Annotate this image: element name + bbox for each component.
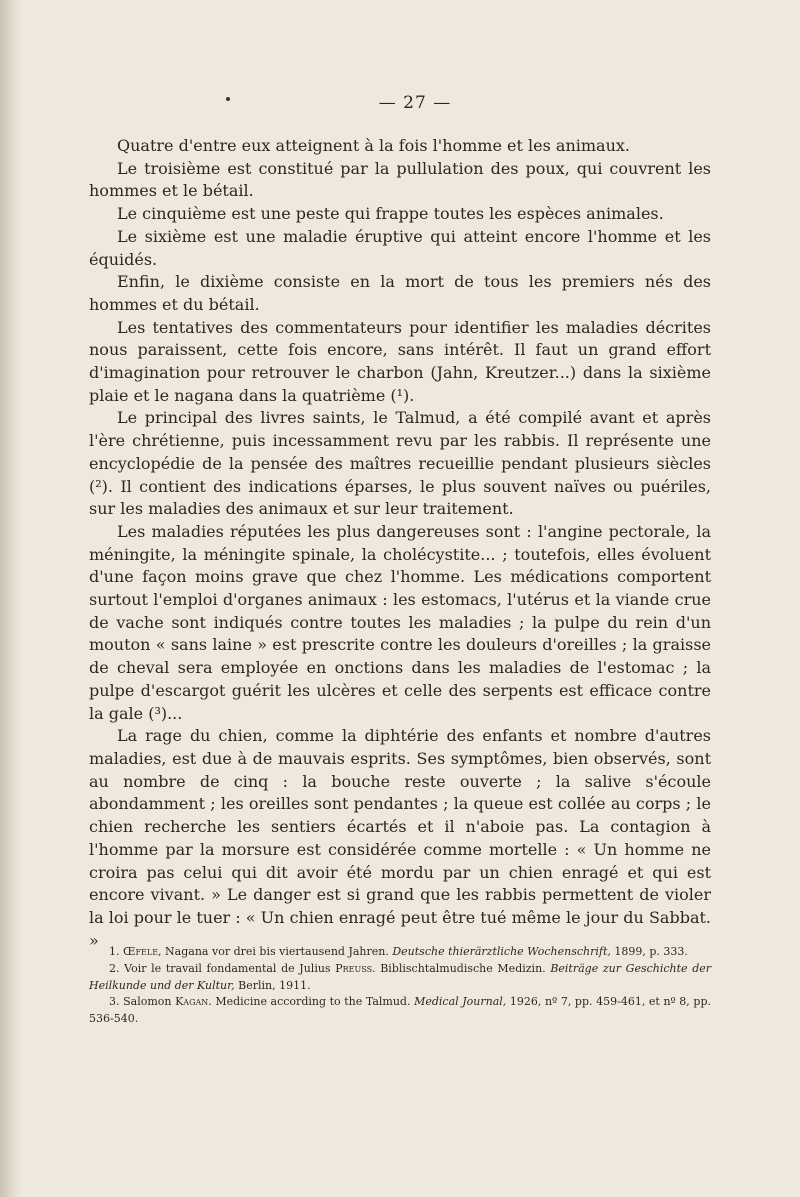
footnote [89, 994, 711, 1028]
footnote-title: Nagana vor drei bis viertausend Jahren. [161, 945, 393, 958]
paragraph: Le principal des livres saints, le Talmud, a été compilé avant et après l'ère chrétienne, puis incessamment revu par les rabbis. Il représente une encyclopédie de la pensée des maîtres recueillie pendant plusieurs siècles (²). Il contient des indications éparses, le plus souvent naïves ou puériles, sur les maladies des animaux et sur leur traitement. [89, 408, 711, 519]
footnote-reference: 1899, p. 333. [610, 945, 688, 958]
page-edge-shadow [0, 0, 22, 1197]
footnote-number: 1. [109, 945, 120, 958]
footnote-author: Kagan. [175, 995, 212, 1009]
footnote-title: Medicine according to the Talmud. [211, 995, 415, 1009]
footnote-journal: Deutsche thierärztliche Wochenschrift, [392, 945, 611, 958]
paragraph: Le troisième est constitué par la pullulation des poux, qui couvrent les hommes et le bétail. [89, 158, 711, 201]
footnote-number: 2. [109, 961, 120, 975]
body-text [89, 135, 711, 952]
paragraph: Le sixième est une maladie éruptive qui atteint encore l'homme et les équidés. [89, 226, 711, 269]
paragraph: Enfin, le dixième consiste en la mort de tous les premiers nés des hommes et du bétail. [89, 272, 711, 314]
footnote-author: Preuss. [335, 961, 376, 975]
footnote [89, 961, 711, 995]
footnote [89, 944, 711, 961]
footnote-journal: Medical Journal, [414, 995, 507, 1009]
footnote-author: Œfele, [123, 945, 162, 958]
paragraph: Quatre d'entre eux atteignent à la fois l'homme et les animaux. [117, 136, 630, 155]
page-number: — 27 — [378, 93, 452, 113]
footnote-intro: Voir le travail fondamental de Julius [119, 961, 336, 975]
footnote-journal: Beiträge zur Geschichte der Heilkunde und der Kultur, [89, 961, 712, 992]
footnote-reference: 1926, nº 7, pp. 459-461, et nº 8, pp. 536-540. [89, 995, 711, 1026]
paragraph: La rage du chien, comme la diphtérie des enfants et nombre d'autres maladies, est due à de mauvais esprits. Ses symptômes, bien observés, sont au nombre de cinq : la bouche reste ouverte ; la salive s'écoule abondamment ; les oreilles sont pendantes ; la queue est collée au corps ; le chien recherche les sentiers écartés et il n'aboie pas. La contagion à l'homme par la morsure est considérée comme mortelle : « Un homme ne croira pas celui qui dit avoir été mordu par un chien enragé et qui est encore vivant. » Le danger est si grand que les rabbis permettent de violer la loi pour le tuer : « Un chien enragé peut être tué même le jour du Sabbat. » [89, 726, 711, 950]
footnote-title: Biblischtalmudische Medizin. [375, 961, 551, 975]
footnote-number: 3. [109, 995, 120, 1009]
paragraph: Le cinquième est une peste qui frappe toutes les espèces animales. [117, 204, 664, 224]
footnotes [89, 944, 711, 1028]
footnote-reference: Berlin, 1911. [234, 978, 311, 992]
paragraph: Les tentatives des commentateurs pour identifier les maladies décrites nous paraissent, cette fois encore, sans intérêt. Il faut un grand effort d'imagination pour retrouver le charbon (Jahn, Kreutzer...) dans la sixième plaie et le nagana dans la quatrième (¹). [89, 317, 711, 405]
footnote-intro: Salomon [119, 995, 176, 1009]
paragraph: Les maladies réputées les plus dangereuses sont : l'angine pectorale, la méningite, la méningite spinale, la cholécystite... ; toutefois, elles évoluent d'une façon moins grave que chez l'homme. Les médications comportent surtout l'emploi d'organes animaux : les estomacs, l'utérus et la viande crue de vache sont indiqués contre toutes les maladies ; la pulpe du rein d'un mouton « sans laine » est prescrite contre les douleurs d'oreilles ; la graisse de cheval sera employée en onctions dans les maladies de l'estomac ; la pulpe d'escargot guérit les ulcères et celle des serpents est efficace contre la gale (³)... [89, 521, 711, 723]
